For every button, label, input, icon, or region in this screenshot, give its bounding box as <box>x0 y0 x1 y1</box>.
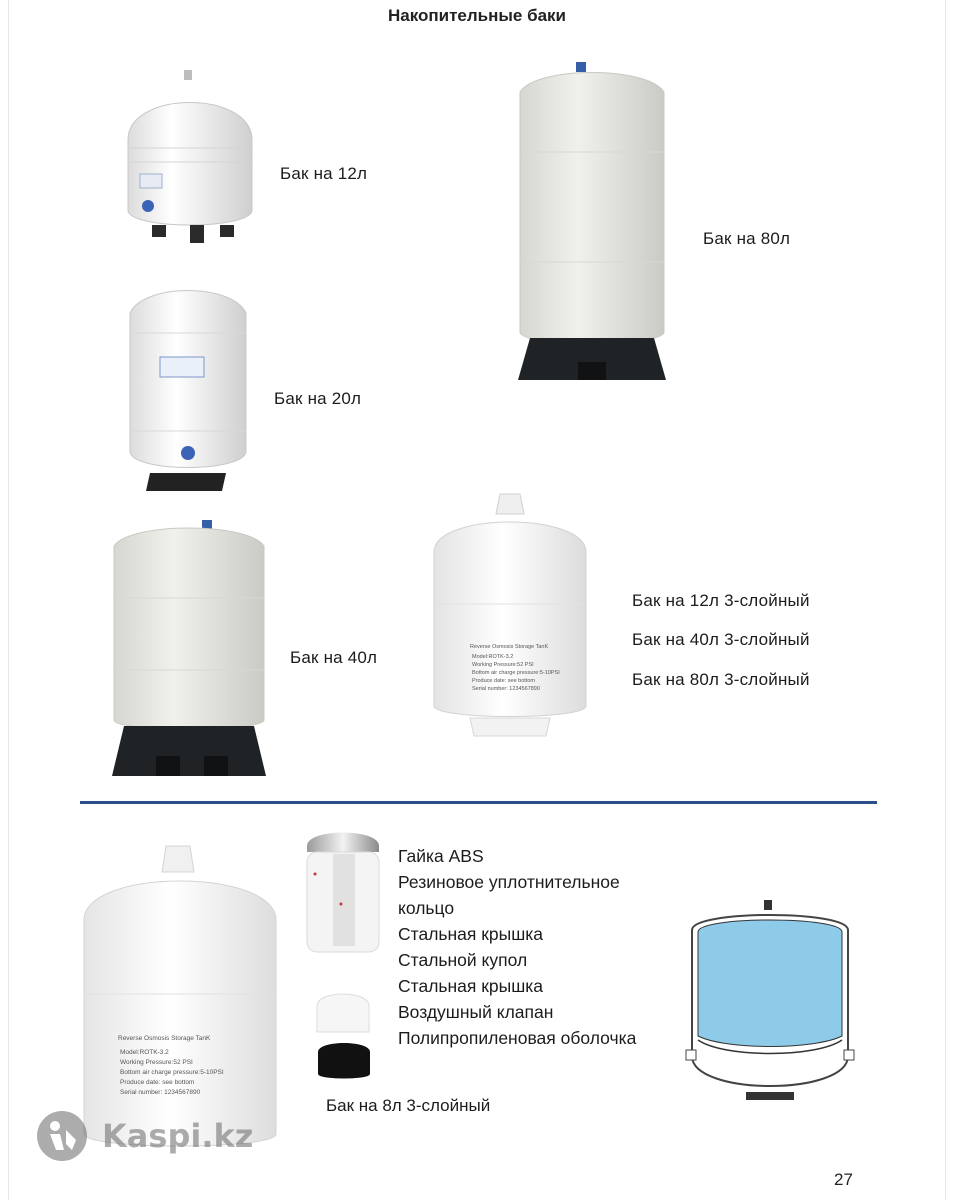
sticker-line: Serial number: 1234567890 <box>472 686 540 692</box>
tank-cross-section-diagram <box>684 900 856 1102</box>
sticker-title: Reverse Osmosis Storage TanK <box>470 644 549 650</box>
three-layer-tank-image <box>430 492 590 740</box>
tank-cutaway-image <box>303 826 383 960</box>
layer-item: Стальная крышка <box>398 976 544 996</box>
layer-item: Стальной купол <box>398 950 528 970</box>
tank-80l-label: Бак на 80л <box>703 229 791 248</box>
section-divider <box>80 801 877 804</box>
layer-item: кольцо <box>398 898 455 918</box>
sticker-line: Produce date: see bottom <box>472 678 535 684</box>
tank-80l-image <box>516 62 668 392</box>
page-number: 27 <box>834 1170 853 1189</box>
sticker-line: Serial number: 1234567890 <box>120 1089 201 1096</box>
three-layer-40l-label: Бак на 40л 3-слойный <box>632 630 810 649</box>
tank-20l-label: Бак на 20л <box>274 389 362 408</box>
tank-12l-label: Бак на 12л <box>280 164 368 183</box>
tank-40l-image <box>110 520 268 782</box>
sticker-line: Produce date: see bottom <box>120 1079 195 1086</box>
tank-40l-label: Бак на 40л <box>290 648 378 667</box>
page-title: Накопительные баки <box>387 6 567 25</box>
sticker-line: Model:ROTK-3.2 <box>120 1049 169 1056</box>
tank-12l-image <box>120 70 260 252</box>
dome-white-image <box>313 988 373 1034</box>
layers-list <box>398 843 636 1051</box>
tank-8l-label: Бак на 8л 3-слойный <box>326 1096 491 1115</box>
kaspi-logo-icon <box>36 1110 88 1162</box>
tank-20l-image <box>126 283 250 493</box>
layer-item: Резиновое уплотнительное <box>398 872 620 892</box>
layer-item: Гайка ABS <box>398 846 484 866</box>
dome-black-image <box>316 1038 372 1080</box>
sticker-line: Bottom air charge pressure:5-10PSI <box>472 670 560 676</box>
three-layer-12l-label: Бак на 12л 3-слойный <box>632 591 810 610</box>
sticker-line: Bottom air charge pressure:5-10PSI <box>120 1069 224 1076</box>
layer-item: Стальная крышка <box>398 924 544 944</box>
sticker-line: Working Pressure:52 PSI <box>472 662 534 668</box>
layer-item: Воздушный клапан <box>398 1002 554 1022</box>
sticker-line: Working Pressure:52 PSI <box>120 1059 193 1066</box>
sticker-line: Model:ROTK-3.2 <box>472 654 514 660</box>
watermark-text: Kaspi.kz <box>102 1117 254 1155</box>
layer-item: Полипропиленовая оболочка <box>398 1028 637 1048</box>
three-layer-80l-label: Бак на 80л 3-слойный <box>632 670 810 689</box>
sticker-title: Reverse Osmosis Storage TanK <box>118 1035 211 1042</box>
kaspi-watermark <box>36 1110 253 1162</box>
